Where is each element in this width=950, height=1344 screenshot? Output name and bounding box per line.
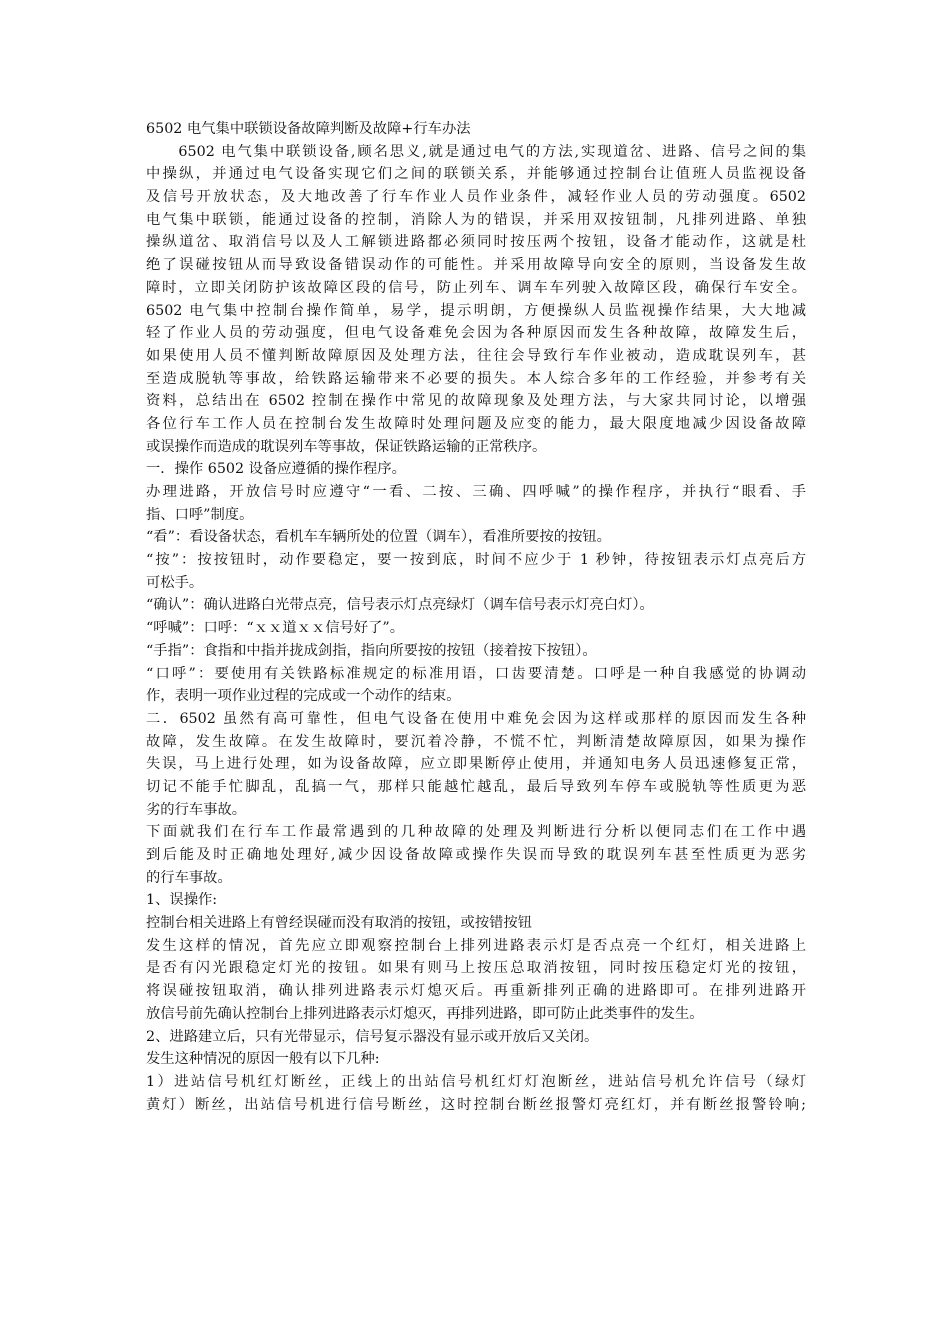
- paragraph-line: 切记不能手忙脚乱，乱搞一气，那样只能越忙越乱，最后导致列车停车或脱轨等性质更为恶: [146, 778, 806, 795]
- paragraph-line: 故障，发生故障。在发生故障时，要沉着冷静，不慌不忙，判断清楚故障原因，如果为操作: [146, 733, 806, 750]
- paragraph-line: 黄灯）断丝，出站信号机进行信号断丝，这时控制台断丝报警灯亮红灯，并有断丝报警铃响;: [146, 1096, 806, 1113]
- paragraph-line: 的行车事故。: [146, 869, 232, 886]
- paragraph-line: 电气集中联锁，能通过设备的控制，消除人为的错误，并采用双按钮制，凡排列进路、单独: [146, 211, 806, 228]
- paragraph-line: 6502 电气集中联锁设备,顾名思义,就是通过电气的方法,实现道岔、进路、信号之间的集: [146, 143, 806, 160]
- paragraph-line: 发生这种情况的原因一般有以下几种:: [146, 1051, 380, 1068]
- paragraph-line: 资料，总结出在 6502 控制在操作中常见的故障现象及处理方法，与大家共同讨论，以增强: [146, 393, 806, 410]
- paragraph-line: 或误操作而造成的耽误列车等事故，保证铁路运输的正常秩序。: [146, 438, 547, 455]
- paragraph-line: 是否有闪光跟稳定灯光的按钮。如果有则马上按压总取消按钮，同时按压稳定灯光的按钮，: [146, 960, 806, 977]
- paragraph-line: 操纵道岔、取消信号以及人工解锁进路都必须同时按压两个按钮，设备才能动作，这就是杜: [146, 234, 806, 251]
- document-title: 6502 电气集中联锁设备故障判断及故障+行车办法: [146, 121, 471, 137]
- paragraph-line: 如果使用人员不懂判断故障原因及处理方法，往往会导致行车作业被动，造成耽误列车，甚: [146, 347, 806, 364]
- paragraph-line: 作，表明一项作业过程的完成或一个动作的结束。: [146, 688, 461, 705]
- paragraph-line: 及信号开放状态，及大地改善了行车作业人员作业条件，减轻作业人员的劳动强度。6502: [146, 189, 806, 206]
- paragraph-line: 轻了作业人员的劳动强度，但电气设备难免会因为各种原因而发生各种故障，故障发生后，: [146, 325, 806, 342]
- paragraph-line: 劣的行车事故。: [146, 801, 247, 818]
- paragraph-line: “口呼”：要使用有关铁路标准规定的标准用语，口齿要清楚。口呼是一种自我感觉的协调动: [146, 665, 806, 682]
- paragraph-line: 放信号前先确认控制台上排列进路表示灯熄灭，再排列进路，即可防止此类事件的发生。: [146, 1005, 704, 1022]
- paragraph-line: “看”：看设备状态，看机车车辆所处的位置（调车），看准所要按的按钮。: [146, 529, 611, 546]
- paragraph-line: 障时，立即关闭防护该故障区段的信号，防止列车、调车车列驶入故障区段，确保行车安全。: [146, 279, 806, 296]
- document-page: [146, 118, 806, 1116]
- paragraph-line: 指、口呼”制度。: [146, 506, 254, 523]
- paragraph-line: “手指”：食指和中指并拢成剑指，指向所要按的按钮（接着按下按钮）。: [146, 642, 597, 659]
- paragraph-line: 至造成脱轨等事故，给铁路运输带来不必要的损失。本人综合多年的工作经验，并参考有关: [146, 370, 806, 387]
- paragraph-line: 将误碰按钮取消，确认排列进路表示灯熄灭后。再重新排列正确的进路即可。在排列进路开: [146, 983, 806, 1000]
- paragraph-line: 下面就我们在行车工作最常遇到的几种故障的处理及判断进行分析以便同志们在工作中遇: [146, 824, 806, 841]
- paragraph-line: 可松手。: [146, 574, 204, 591]
- paragraph-line: 1）进站信号机红灯断丝，正线上的出站信号机红灯灯泡断丝，进站信号机允许信号（绿灯: [146, 1073, 806, 1090]
- paragraph-line: 办理进路，开放信号时应遵守“一看、二按、三确、四呼喊”的操作程序，并执行“眼看、手: [146, 484, 806, 500]
- paragraph-line: 中操纵，并通过电气设备实现它们之间的联锁关系，并能够通过控制台让值班人员监视设备: [146, 166, 806, 183]
- paragraph-line: 2、进路建立后，只有光带显示，信号复示器没有显示或开放后又关闭。: [146, 1028, 599, 1045]
- paragraph-line: 一．操作 6502 设备应遵循的操作程序。: [146, 461, 406, 478]
- paragraph-line: 到后能及时正确地处理好,减少因设备故障或操作失误而导致的耽误列车甚至性质更为恶劣: [146, 847, 806, 863]
- paragraph-line: 各位行车工作人员在控制台发生故障时处理问题及应变的能力，最大限度地减少因设备故障: [146, 415, 806, 432]
- paragraph-line: 二．6502 虽然有高可靠性，但电气设备在使用中难免会因为这样或那样的原因而发生各种: [146, 710, 806, 727]
- paragraph-line: “呼喊”：口呼：“ｘｘ道ｘｘ信号好了”。: [146, 620, 404, 637]
- paragraph-line: “确认”：确认进路白光带点亮，信号表示灯点亮绿灯（调车信号表示灯亮白灯）。: [146, 597, 654, 614]
- document-body: [146, 141, 806, 1117]
- paragraph-line: 控制台相关进路上有曾经误碰而没有取消的按钮，或按错按钮: [146, 915, 533, 932]
- paragraph-line: 发生这样的情况，首先应立即观察控制台上排列进路表示灯是否点亮一个红灯，相关进路上: [146, 937, 806, 954]
- paragraph-line: 1、误操作:: [146, 892, 218, 909]
- paragraph-line: “按”：按按钮时，动作要稳定，要一按到底，时间不应少于 1 秒钟，待按钮表示灯点亮后方: [146, 552, 806, 569]
- paragraph-line: 失误，马上进行处理，如为设备故障，应立即果断停止使用，并通知电务人员迅速修复正常，: [146, 756, 806, 773]
- paragraph-line: 6502 电气集中控制台操作简单，易学，提示明朗，方便操纵人员监视操作结果，大大地减: [146, 302, 806, 319]
- paragraph-line: 绝了误碰按钮从而导致设备错误动作的可能性。并采用故障导向安全的原则，当设备发生故: [146, 257, 806, 274]
